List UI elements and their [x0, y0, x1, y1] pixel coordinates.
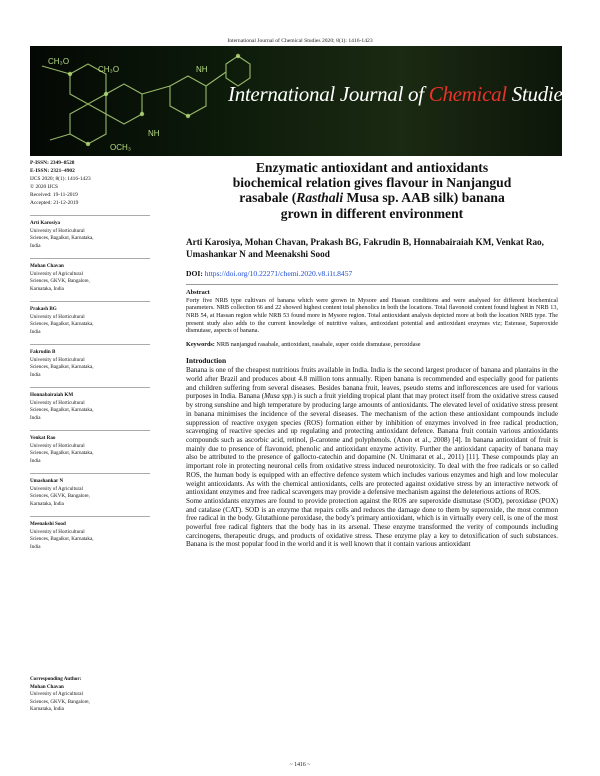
- intro-body: [186, 366, 558, 549]
- keywords: Keywords: NRB nanjangud rasabale, antioxidant, rasabale, super oxide dismutase, peroxidase: [186, 340, 421, 348]
- banner-label: NH: [148, 129, 160, 138]
- affiliation: Fakrudin B University of Horticultural Sciences, Bagalkot, Karnataka, India: [30, 344, 150, 379]
- accepted-date: Accepted: 21-12-2019: [30, 200, 79, 206]
- running-head: International Journal of Chemical Studies 2020; 8(1): 1416-1423: [227, 38, 373, 44]
- banner-label: NH: [196, 65, 208, 74]
- corresponding-author: Corresponding Author: Mohan Chavan University of Agricultural Sciences, GKVK, Bangalore, Karnataka, India: [30, 676, 90, 712]
- intro-paragraph: Banana is one of the cheapest nutritious fruits available in India. India is the second largest producer of banana and plantains in the world after Brazil and produces about 4.8 million tons annually. Ripen banana is recommended and especially good for patients and children suffering from several diseases. Besides banana fruit, leaves, pseudo stems and inflorescences are used for various purposes in India. Banana (Musa spp.) is such a fruit yielding tropical plant that may protect itself from the oxidative stress caused by strong sunshine and high temperature by producing large amounts of antioxidants. The elevated level of oxidative stress present in banana minimises the incidence of the several diseases. The mechanism of the action these antioxidant compounds include suppression of reactive oxygen species (ROS) formation either by inhibition of enzymes involved in free radical production, scavenging of reactive species and up regulating and protecting antioxidant defence. Banana fruit contain various antioxidants compounds such as ascorbic acid, retinol, β-carotene and polyphenols. (Anon et al., 2008) [4]. In banana antioxidant of fruit is mainly due to presence of flavonoid, phenolic and antioxidant enzyme activity. Further the antioxidant capacity of banana may also be attributed to the presence of gallocto-catechin and dopamine (N. Unimarat et al., 2011) [11]. These compounds play an important role in protecting neuronal cells from oxidative stress induced neurotoxicity. To deal with the free radicals or so called ROS, the human body is equipped with an effective defence system which includes various enzymes and high and low molecular weight antioxidants. As with the chemical antioxidants, cells are protected against oxidative stress by an interactive network of antioxidant enzymes and free radical scavengers may provide a defensive mechanism against the deleterious actions of ROS.: [186, 366, 558, 497]
- article-main: [186, 160, 558, 549]
- journal-ids: [30, 159, 150, 207]
- abstract-text: Forty five NRB type cultivars of banana which were grown in Mysore and Hassan conditions and were analysed for different biochemical parameters. NRB collection 66 and 22 showed highest content total phenolics in both the locations. Total flavonoid content found highest in NRB 13, NRB 54, at Hassan region while NRB 53 found more in Mysore region. Total antioxidant analysis depicted more at both the location NRB type. The present study also adds to the current knowledge of nutritive values, antioxidant potential and antioxidant enzymes viz; Esterase, Superoxide dismutase, aspects of banana.: [186, 296, 558, 335]
- affiliation: Mohan Chavan University of Agricultural Sciences, GKVK, Bangalore, Karnataka, India: [30, 258, 150, 293]
- affiliation: Meenakshi Sood University of Horticultural Sciences, Bagalkot, Karnataka, India: [30, 516, 150, 551]
- copyright: © 2020 IJCS: [30, 184, 59, 190]
- banner-label: OCH₃: [110, 143, 132, 152]
- article-title: Enzymatic antioxidant and antioxidants biochemical relation gives flavour in Nanjangud rasabale (Rasthali Musa sp. AAB silk) banana grown in different environment: [232, 160, 512, 221]
- eissn: E-ISSN: 2321–4902: [30, 168, 75, 174]
- affiliation: Honnabairaiah KM University of Horticultural Sciences, Bagalkot, Karnataka, India: [30, 387, 150, 422]
- received-date: Received: 19-11-2019: [30, 192, 78, 198]
- pissn: P-ISSN: 2349–8528: [30, 160, 75, 166]
- ijcs-citation: IJCS 2020; 8(1): 1416-1423: [30, 176, 91, 182]
- divider: [186, 284, 558, 285]
- banner-label: CH₃O: [48, 57, 70, 66]
- doi: DOI: https://doi.org/10.22271/chemi.2020.v8.i1t.8457: [186, 268, 353, 278]
- intro-heading: Introduction: [186, 356, 227, 366]
- affiliation: Prakash BG University of Horticultural Sciences, Bagalkot, Karnataka, India: [30, 301, 150, 336]
- banner-label: CH₃O: [98, 65, 120, 74]
- affiliation: Umashankar N University of Agricultural Sciences, GKVK, Bangalore, Karnataka, India: [30, 473, 150, 508]
- author-list: Arti Karosiya, Mohan Chavan, Prakash BG, Fakrudin B, Honnabairaiah KM, Venkat Rao, Umashankar N and Meenakshi Sood: [186, 236, 544, 259]
- doi-link[interactable]: https://doi.org/10.22271/chemi.2020.v8.i1t.8457: [204, 268, 353, 278]
- affiliation: Venkat Rao University of Horticultural Sciences, Bagalkot, Karnataka, India: [30, 430, 150, 465]
- sidebar: [30, 157, 150, 551]
- intro-paragraph: Some antioxidants enzymes are found to provide protection against the ROS are superoxide dismutase (SOD), peroxidase (POX) and catalase (CAT). SOD is an enzyme that repairs cells and reduces the damage done to them by superoxide, the most common free radical in the body. Glutathione peroxidase, the body’s primary antioxidant, which is in virtually every cell, is one of the most powerful free radical fighters that the body has in its arsenal. These enzyme transformed the verity of compounds including carcinogens, therapeutic drugs, and products of oxidative stress. These enzyme play a key to detoxification of such substances. Banana is the most popular food in the world and it is well known that it contain various antioxidant: [186, 496, 558, 549]
- journal-name: International Journal of Chemical Studies: [228, 82, 571, 106]
- journal-banner: [30, 46, 571, 156]
- page-number: ~ 1416 ~: [289, 762, 311, 768]
- affiliation: Arti Karosiya University of Horticultural Sciences, Bagalkot, Karnataka, India: [30, 215, 150, 250]
- abstract-heading: Abstract: [186, 288, 210, 296]
